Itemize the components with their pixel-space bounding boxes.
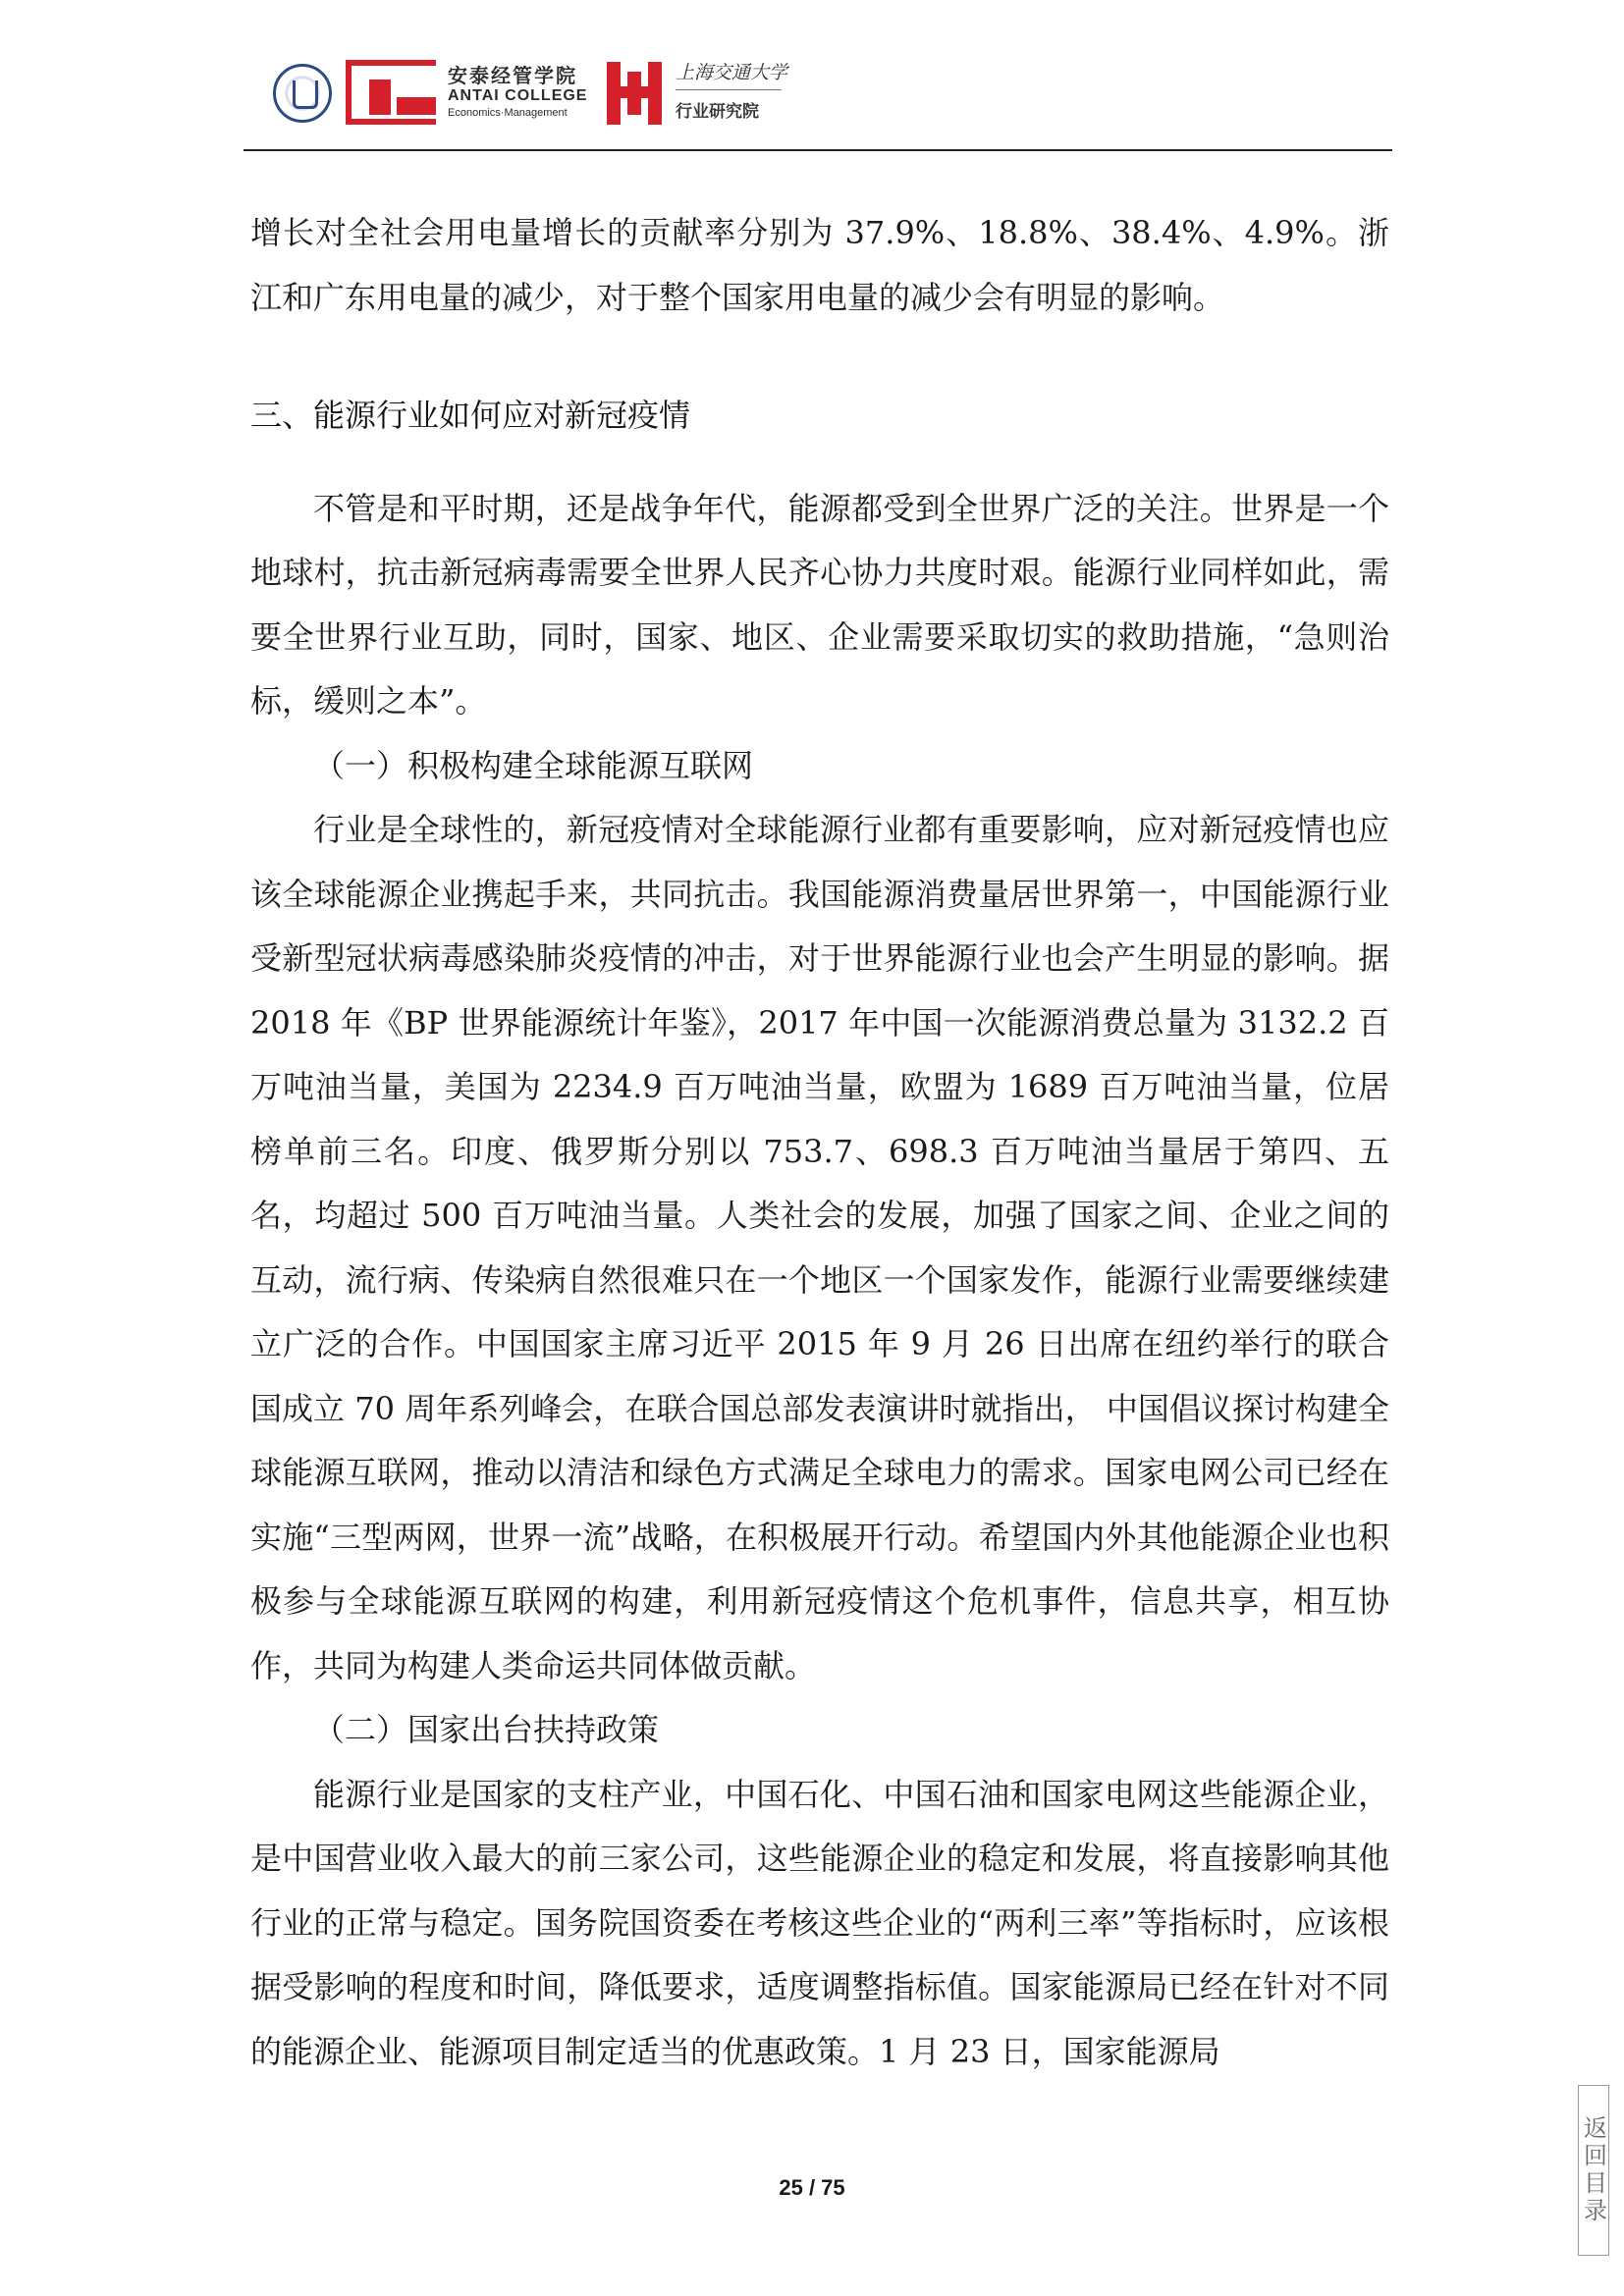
paragraph-2: 能源行业是国家的支柱产业，中国石化、中国石油和国家电网这些能源企业，是中国营业收入最大的前三家公司，这些能源企业的稳定和发展，将直接影响其他行业的正常与稳定。国务院国资委在考核这些企业的“两利三率”等指标时，应该根据受影响的程度和时间，降低要求，适度调整指标值。国家能源局已经在针对不同的能源企业、能源项目制定适当的优惠政策。1 月 23 日，国家能源局 — [250, 1775, 1389, 2070]
antai-college-name-cn: 安泰经管学院 — [448, 64, 577, 87]
logo-divider-line — [676, 89, 782, 90]
industry-institute-logo-mark — [607, 62, 662, 125]
paragraph-1: 行业是全球性的，新冠疫情对全球能源行业都有重要影响，应对新冠疫情也应该全球能源企业携起手来，共同抗击。我国能源消费量居世界第一，中国能源行业受新型冠状病毒感染肺炎疫情的冲击，对于世界能源行业也会产生明显的影响。据 2018 年《BP 世界能源统计年鉴》，2017 年中国一次能源消费总量为 3132.2 百万吨油当量，美国为 2234.9 百万吨油当量，欧盟为 1689 百万吨油当量，位居榜单前三名。印度、俄罗斯分别以 753.7、698.3 百万吨油当量居于第四、五名，均超过 500 百万吨油当量。人类社会的发展，加强了国家之间、企业之间的互动，流行病、传染病自然很难只在一个地区一个国家发作，能源行业需要继续建立广泛的合作。中国国家主席习近平 2015 年 9 月 26 日出席在纽约举行的联合国成立 70 周年系列峰会，在联合国总部发表演讲时就指出， 中国倡议探讨构建全球能源互联网，推动以清洁和绿色方式满足全球电力的需求。国家电网公司已经在实施“三型两网，世界一流”战略，在积极展开行动。希望国内外其他能源企业也积极参与全球能源互联网的构建，利用新冠疫情这个危机事件，信息共享，相互协作，共同为构建人类命运共同体做贡献。 — [250, 811, 1389, 1684]
acem-logo — [346, 60, 436, 125]
industry-institute-name: 行业研究院 — [676, 102, 759, 122]
header-rule — [244, 149, 1392, 151]
sjtu-seal-logo — [273, 64, 332, 123]
paragraph-continued: 增长对全社会用电量增长的贡献率分别为 37.9%、18.8%、38.4%、4.9%。浙江和广东用电量的减少，对于整个国家用电量的减少会有明显的影响。 — [250, 214, 1389, 316]
page-header — [265, 54, 1394, 152]
section-heading: 三、能源行业如何应对新冠疫情 — [250, 397, 691, 434]
paragraph-intro: 不管是和平时期，还是战争年代，能源都受到全世界广泛的关注。世界是一个地球村，抗击新冠病毒需要全世界人民齐心协力共度时艰。能源行业同样如此，需要全世界行业互助，同时，国家、地区、企业需要采取切实的救助措施，“急则治标，缓则之本”。 — [250, 489, 1389, 720]
page-number: 25 / 75 — [779, 2175, 845, 2200]
antai-college-name-en: ANTAI COLLEGE — [448, 87, 588, 104]
sjtu-name-calligraphy: 上海交通大学 — [676, 62, 788, 83]
subheading-1: （一）积极构建全球能源互联网 — [313, 746, 754, 784]
document-body — [250, 201, 1389, 2084]
return-to-toc-button[interactable]: 返回目录 — [1578, 2085, 1609, 2256]
antai-college-subtitle-en: Economics·Management — [448, 107, 568, 119]
subheading-2: （二）国家出台扶持政策 — [313, 1711, 660, 1748]
